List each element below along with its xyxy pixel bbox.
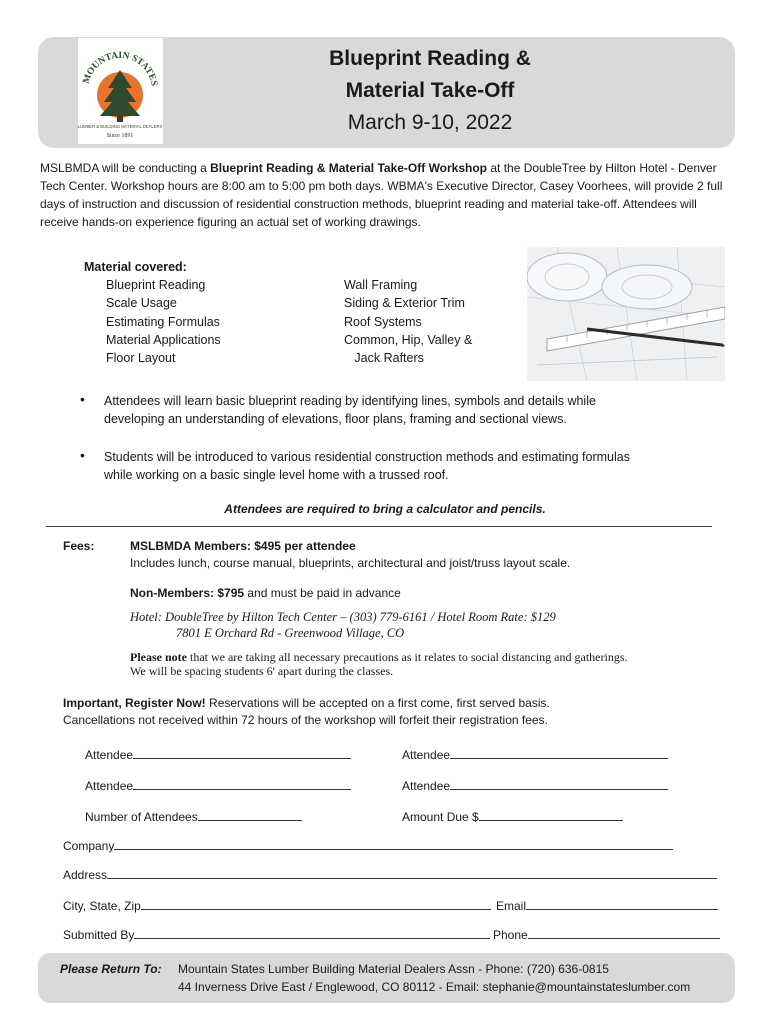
field-blank[interactable]	[133, 746, 351, 759]
city-field[interactable]	[63, 897, 491, 913]
field-label: City, State, Zip	[63, 899, 141, 913]
phone-field[interactable]	[493, 926, 720, 942]
precaution-note-2: We will be spacing students 6' apart during the classes.	[130, 664, 394, 678]
register-line-1	[63, 696, 550, 710]
address-field[interactable]	[63, 866, 717, 882]
attendee-field-4[interactable]	[402, 777, 668, 793]
material-item: Blueprint Reading	[106, 278, 206, 292]
nonmember-terms: and must be paid in advance	[244, 586, 401, 600]
register-heading: Important, Register Now!	[63, 696, 206, 710]
divider	[46, 526, 712, 527]
nonmember-price: Non-Members: $795	[130, 586, 245, 600]
field-blank[interactable]	[198, 808, 302, 821]
intro-paragraph	[40, 159, 725, 231]
field-label: Phone	[493, 928, 528, 942]
return-address-line-2: 44 Inverness Drive East / Englewood, CO 80112 - Email: stephanie@mountainstateslumber.com	[178, 980, 691, 994]
material-item: Jack Rafters	[344, 351, 424, 366]
attendee-field-1[interactable]	[85, 746, 351, 762]
field-label: Attendee	[85, 748, 134, 762]
logo-since: Since 1891	[106, 133, 134, 139]
register-line-2: Cancellations not received within 72 hours of the workshop will forfeit their registration fees.	[63, 713, 548, 727]
event-date: March 9-10, 2022	[347, 111, 513, 134]
material-item: Wall Framing	[344, 278, 418, 292]
blueprint-photo	[527, 247, 725, 381]
material-list-col2	[344, 276, 472, 367]
material-item: Roof Systems	[344, 314, 422, 329]
field-label: Attendee	[402, 779, 451, 793]
return-address-line-1: Mountain States Lumber Building Material Dealers Assn - Phone: (720) 636-0815	[178, 962, 609, 976]
logo-side-text: LUMBER & BUILDING MATERIAL DEALERS	[78, 124, 163, 129]
field-label: Email	[496, 899, 527, 913]
company-field[interactable]	[63, 837, 673, 853]
field-blank[interactable]	[450, 746, 668, 759]
material-heading: Material covered:	[84, 260, 187, 274]
bullet-line: Attendees will learn basic blueprint reading by identifying lines, symbols and details while	[104, 394, 596, 408]
intro-workshop-name: Blueprint Reading & Material Take-Off Workshop	[210, 161, 488, 175]
field-blank[interactable]	[450, 777, 668, 790]
field-blank[interactable]	[526, 897, 718, 910]
field-label: Number of Attendees	[85, 810, 198, 824]
title-line-2: Material Take-Off	[345, 79, 515, 102]
title-line-1: Blueprint Reading &	[329, 47, 531, 70]
fees-label: Fees:	[63, 539, 95, 553]
field-label: Attendee	[85, 779, 134, 793]
bullet-icon: •	[80, 391, 85, 407]
field-label: Address	[63, 868, 108, 882]
intro-text-1: MSLBMDA will be conducting a	[40, 161, 211, 175]
field-label: Submitted By	[63, 928, 135, 942]
field-blank[interactable]	[528, 926, 720, 939]
submitted-by-field[interactable]	[63, 926, 490, 942]
num-attendees-field[interactable]	[85, 808, 302, 824]
email-field[interactable]	[496, 897, 718, 913]
footer-banner	[38, 953, 735, 1003]
material-item: Estimating Formulas	[106, 314, 220, 329]
field-label: Amount Due $	[402, 810, 479, 824]
field-blank[interactable]	[107, 866, 717, 879]
bullet-item-1	[104, 392, 724, 428]
attendee-field-3[interactable]	[85, 777, 351, 793]
field-label: Company	[63, 839, 115, 853]
return-label: Please Return To:	[60, 962, 162, 976]
logo-graphic	[78, 38, 163, 144]
field-blank[interactable]	[133, 777, 351, 790]
member-fee: MSLBMDA Members: $495 per attendee	[130, 539, 356, 553]
field-blank[interactable]	[141, 897, 491, 910]
bullet-line: while working on a basic single level home with a trussed roof.	[104, 468, 449, 482]
member-includes: Includes lunch, course manual, blueprints, architectural and joist/truss layout scale.	[130, 556, 571, 570]
field-blank[interactable]	[134, 926, 490, 939]
company-logo	[78, 38, 163, 144]
bullet-item-2	[104, 448, 724, 484]
note-label: Please note	[130, 650, 187, 664]
note-text: that we are taking all necessary precautions as it relates to social distancing and gatherings.	[186, 650, 628, 664]
intro-text-2: at the DoubleTree by Hilton Hotel - Denver Tech Center. Workshop hours are 8:00 am to 5:00 pm both days. WBMA's Executive Director, Casey Voorhees, will provide 2 full days of instruction and discussion of residential construction methods, blueprint reading and material take-off. Attendees will receive hands-on experience figuring an actual set of working drawings.	[40, 161, 723, 229]
hotel-line-2: 7801 E Orchard Rd - Greenwood Village, CO	[176, 626, 405, 640]
precaution-note	[130, 650, 628, 665]
material-item: Siding & Exterior Trim	[344, 296, 465, 311]
material-item: Common, Hip, Valley &	[344, 332, 473, 347]
bullet-icon: •	[80, 447, 85, 463]
material-item: Scale Usage	[106, 296, 177, 311]
nonmember-fee	[130, 586, 401, 600]
amount-due-field[interactable]	[402, 808, 623, 824]
hotel-line-1: Hotel: DoubleTree by Hilton Tech Center – (303) 779-6161 / Hotel Room Rate: $129	[130, 610, 556, 624]
bullet-line: Students will be introduced to various residential construction methods and estimating formulas	[104, 450, 630, 464]
material-item: Floor Layout	[106, 351, 176, 366]
attendee-field-2[interactable]	[402, 746, 668, 762]
register-text: Reservations will be accepted on a first come, first served basis.	[205, 696, 550, 710]
field-blank[interactable]	[114, 837, 673, 850]
material-list-col1	[106, 276, 221, 367]
logo-arc-text: MOUNTAIN STATES	[81, 50, 159, 87]
field-label: Attendee	[402, 748, 451, 762]
bullet-line: developing an understanding of elevations, floor plans, framing and sectional views.	[104, 412, 567, 426]
required-note: Attendees are required to bring a calculator and pencils.	[224, 502, 546, 516]
field-blank[interactable]	[479, 808, 623, 821]
material-item: Material Applications	[106, 332, 221, 347]
